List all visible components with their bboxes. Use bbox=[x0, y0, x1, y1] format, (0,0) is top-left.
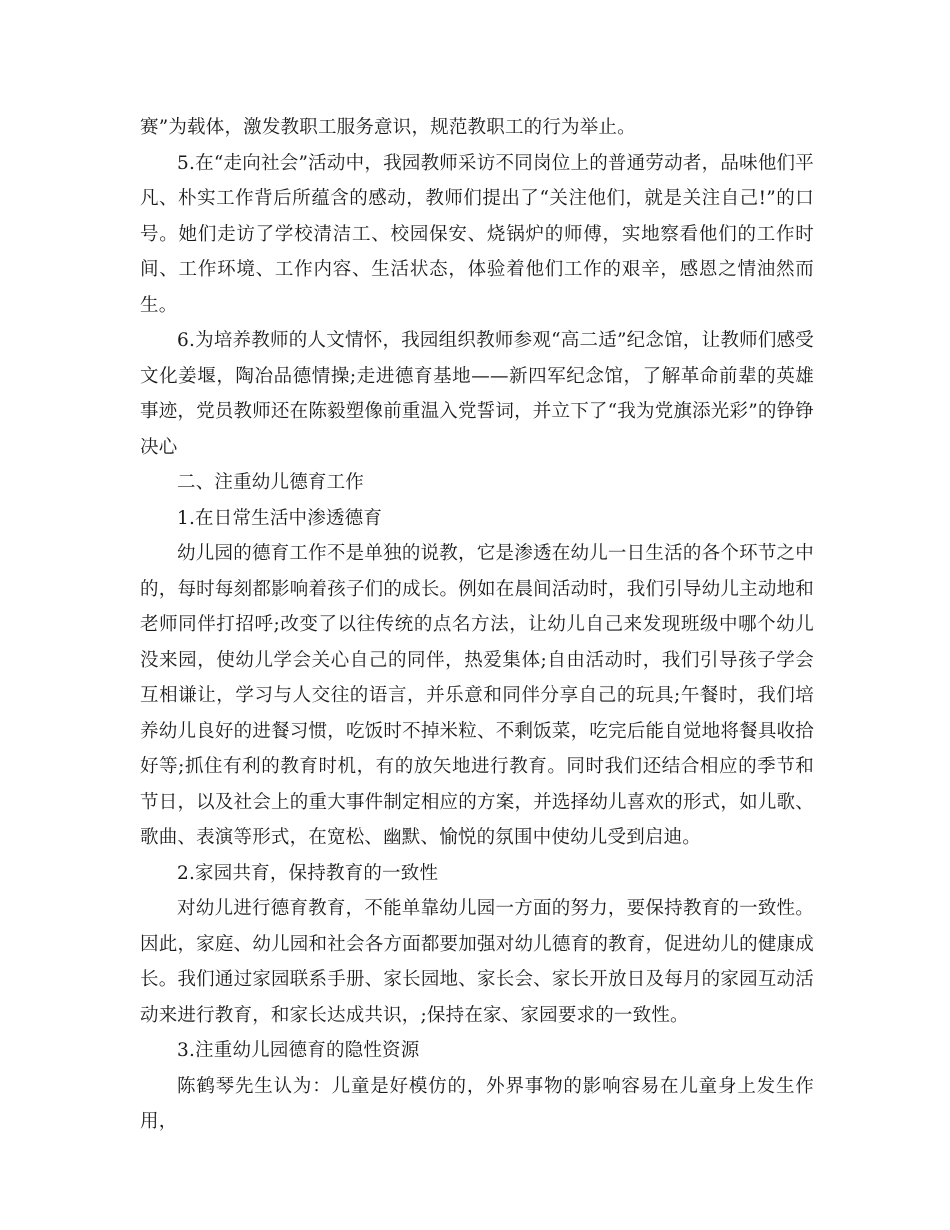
paragraph-hidden-resources: 陈鹤琴先生认为：儿童是好模仿的，外界事物的影响容易在儿童身上发生作用， bbox=[140, 1075, 814, 1132]
paragraph-item-5: 5.在“走向社会”活动中，我园教师采访不同岗位上的普通劳动者，品味他们平凡、朴实工作背后所蕴含的感动，教师们提出了“关注他们，就是关注自己!”的口号。她们走访了学校清洁工、校园保安、烧锅炉的师傅，实地察看他们的工作时间、工作环境、工作内容、生活状态，体验着他们工作的艰辛，感恩之情油然而生。 bbox=[140, 152, 814, 316]
paragraph-home-school: 对幼儿进行德育教育，不能单靠幼儿园一方面的努力，要保持教育的一致性。因此，家庭、幼儿园和社会各方面都要加强对幼儿德育的教育，促进幼儿的健康成长。我们通过家园联系手册、家长园地、家长会、家长开放日及每月的家园互动活动来进行教育，和家长达成共识，;保持在家、家园要求的一致性。 bbox=[140, 898, 814, 1026]
subheading-1: 1.在日常生活中渗透德育 bbox=[177, 507, 383, 529]
paragraph-daily-life: 幼儿园的德育工作不是单独的说教，它是渗透在幼儿一日生活的各个环节之中的，每时每刻都影响着孩子们的成长。例如在晨间活动时，我们引导幼儿主动地和老师同伴打招呼;改变了以往传统的点名方法，让幼儿自己来发现班级中哪个幼儿没来园，使幼儿学会关心自己的同伴，热爱集体;自由活动时，我们引导孩子学会互相谦让，学习与人交往的语言，并乐意和同伴分享自己的玩具;午餐时，我们培养幼儿良好的进餐习惯，吃饭时不掉米粒、不剩饭菜，吃完后能自觉地将餐具收拾好等;抓住有利的教育时机，有的放矢地进行教育。同时我们还结合相应的季节和节日，以及社会上的重大事件制定相应的方案，并选择幼儿喜欢的形式，如儿歌、歌曲、表演等形式，在宽松、幽默、愉悦的氛围中使幼儿受到启迪。 bbox=[140, 543, 814, 848]
paragraph-continuation: 赛”为载体，激发教职工服务意识，规范教职工的行为举止。 bbox=[140, 117, 636, 138]
subheading-3: 3.注重幼儿园德育的隐性资源 bbox=[177, 1040, 420, 1061]
section-heading: 二、注重幼儿德育工作 bbox=[177, 472, 365, 493]
paragraph-item-6: 6.为培养教师的人文情怀，我园组织教师参观“高二适”纪念馆，让教师们感受文化姜堰，陶冶品德情操;走进德育基地——新四军纪念馆，了解革命前辈的英雄事迹，党员教师还在陈毅塑像前重温入党誓词，并立下了“我为党旗添光彩”的铮铮决心 bbox=[140, 330, 814, 458]
subheading-2: 2.家园共育，保持教育的一致性 bbox=[177, 862, 439, 884]
